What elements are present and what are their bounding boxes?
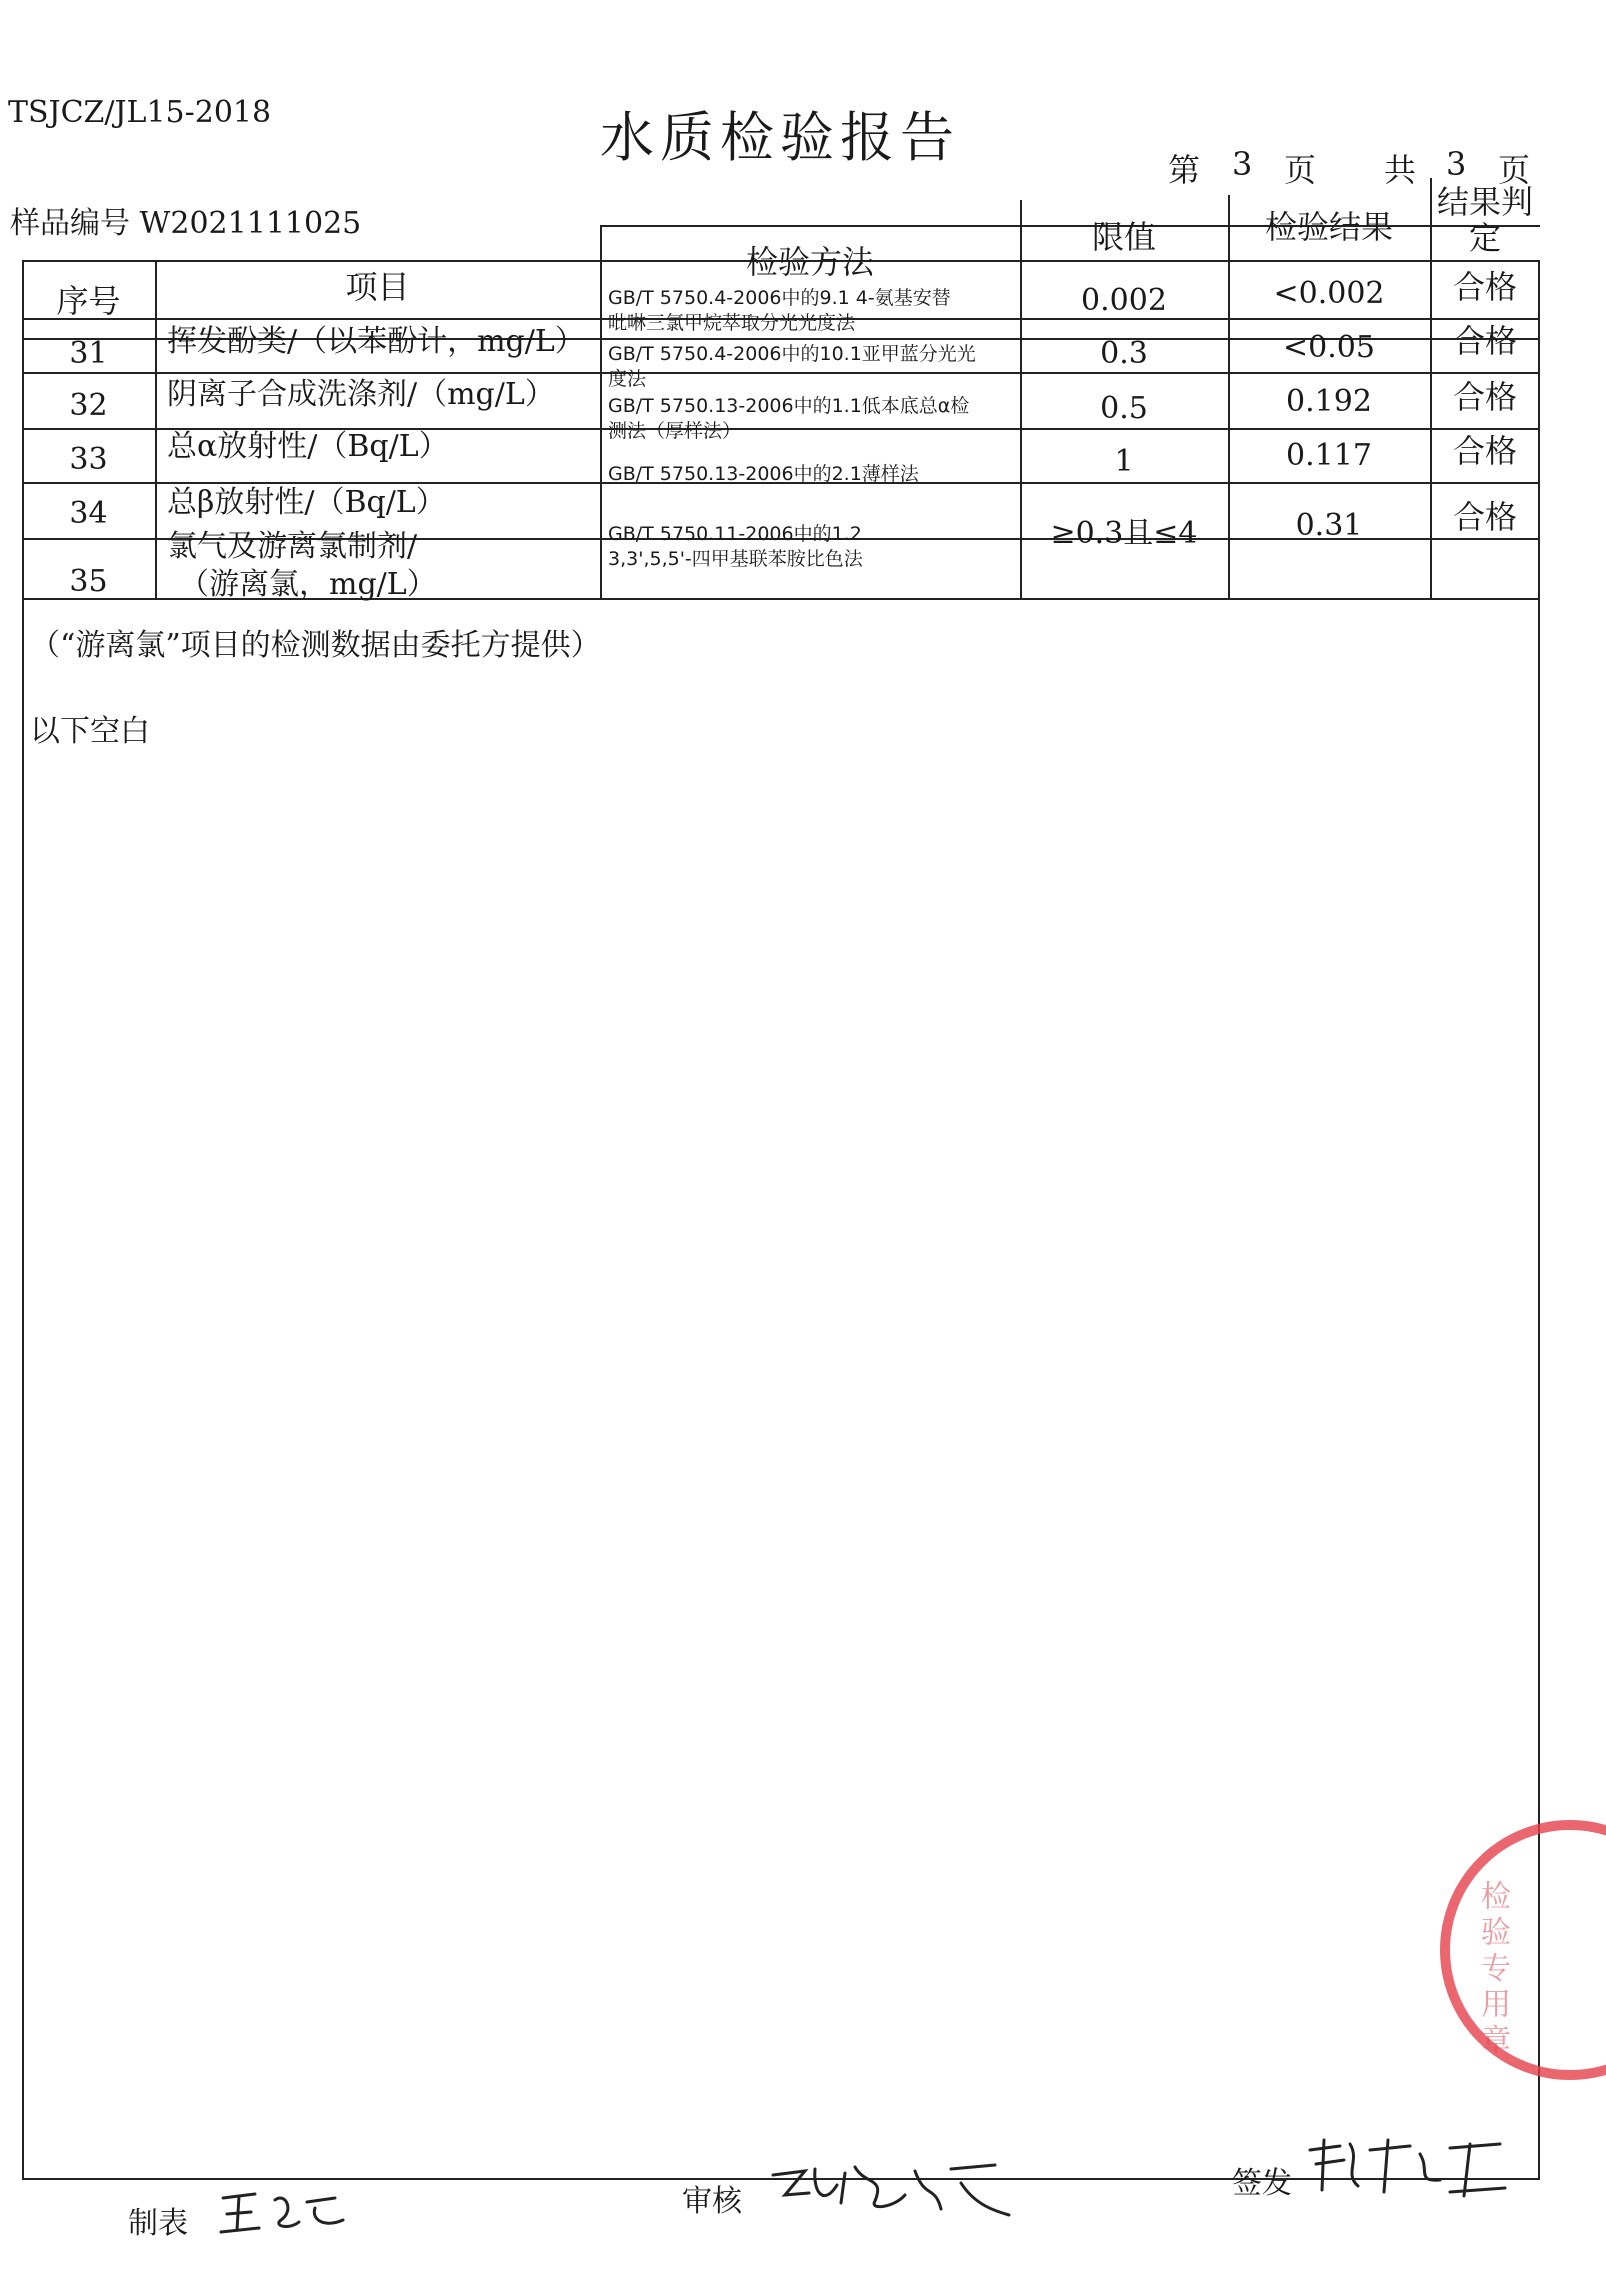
reviewer-signature <box>765 2155 1015 2225</box>
cell-method-line1: GB/T 5750.4-2006中的10.1亚甲蓝分光光 <box>608 343 976 365</box>
page-total: 3 <box>1446 145 1467 183</box>
document-code: TSJCZ/JL15-2018 <box>8 95 272 130</box>
cell-method-line2: 测法（厚样法） <box>608 420 742 442</box>
page-label-gong: 共 <box>1384 151 1417 189</box>
cell-method-line2: 3,3',5,5'-四甲基联苯胺比色法 <box>608 548 863 570</box>
cell-limit: 0.3 <box>1100 335 1148 371</box>
cell-limit: 0.002 <box>1081 282 1167 318</box>
cell-method <box>600 394 1028 444</box>
cell-method-line1: GB/T 5750.13-2006中的2.1薄样法 <box>608 463 919 485</box>
prepared-signature <box>215 2180 355 2240</box>
cell-item <box>155 528 612 604</box>
cell-result: 0.31 <box>1295 507 1363 543</box>
prepared-by-label: 制表 <box>128 2206 188 2241</box>
header-no: 序号 <box>56 282 121 320</box>
cell-verdict: 合格 <box>1452 322 1517 360</box>
cell-method-line1: GB/T 5750.13-2006中的1.1低本底总α检 <box>608 395 970 417</box>
page-current: 3 <box>1232 145 1253 183</box>
cell-method <box>600 522 1028 572</box>
cell-method <box>600 286 1028 336</box>
reviewed-by-label: 审核 <box>682 2184 742 2219</box>
cell-verdict: 合格 <box>1452 268 1517 306</box>
sample-number <box>10 198 361 242</box>
blank-below-note: 以下空白 <box>30 714 150 749</box>
cell-result: <0.05 <box>1283 329 1375 365</box>
header-verdict-line1: 结果判 <box>1436 183 1533 221</box>
cell-verdict: 合格 <box>1452 498 1517 536</box>
free-chlorine-note: （“游离氯”项目的检测数据由委托方提供） <box>30 628 601 663</box>
cell-method <box>600 342 1028 392</box>
cell-item: 总α放射性/（Bq/L） <box>167 429 449 464</box>
page-label-ye: 页 <box>1284 151 1317 189</box>
header-verdict-line2: 定 <box>1468 219 1501 257</box>
cell-item-line2: （游离氯，mg/L） <box>179 567 437 602</box>
cell-item: 总β放射性/（Bq/L） <box>167 485 446 520</box>
sample-value: W2021111025 <box>139 206 362 241</box>
header-verdict <box>1430 175 1540 265</box>
cell-verdict: 合格 <box>1452 378 1517 416</box>
sample-label: 样品编号 <box>10 206 130 241</box>
cell-no: 32 <box>69 387 108 423</box>
issued-by-label: 签发 <box>1232 2166 1292 2201</box>
cell-method <box>600 462 1028 487</box>
cell-no: 35 <box>69 563 108 599</box>
header-method: 检验方法 <box>745 243 874 281</box>
issuer-signature <box>1300 2130 1510 2210</box>
cell-item-line1: 氯气及游离氯制剂/ <box>167 529 418 564</box>
cell-item: 阴离子合成洗涤剂/（mg/L） <box>167 377 555 412</box>
cell-limit: 1 <box>1114 443 1134 479</box>
cell-no: 33 <box>69 441 108 477</box>
cell-limit: ≥0.3且≤4 <box>1050 516 1198 551</box>
cell-item: 挥发酚类/（以苯酚计，mg/L） <box>167 324 585 359</box>
cell-limit: 0.5 <box>1100 390 1148 426</box>
cell-method-line1: GB/T 5750.4-2006中的9.1 4-氨基安替 <box>608 287 951 309</box>
header-item: 项目 <box>345 268 410 306</box>
header-result: 检验结果 <box>1264 208 1393 246</box>
cell-no: 31 <box>69 335 108 371</box>
cell-method-line2: 度法 <box>608 368 647 390</box>
cell-method-line2: 吡啉三氯甲烷萃取分光光度法 <box>608 312 856 334</box>
cell-method-line1: GB/T 5750.11-2006中的1.2 <box>608 523 862 545</box>
cell-result: 0.192 <box>1286 383 1372 419</box>
cell-result: 0.117 <box>1286 437 1372 473</box>
page-label-ye2: 页 <box>1498 151 1531 189</box>
cell-no: 34 <box>69 495 108 531</box>
report-title: 水质检验报告 <box>600 106 960 169</box>
cell-verdict: 合格 <box>1452 432 1517 470</box>
cell-result: <0.002 <box>1273 275 1385 311</box>
stamp-text: 检验专用章 <box>1475 1880 1510 2060</box>
header-limit: 限值 <box>1091 218 1156 256</box>
page-label-di: 第 <box>1168 151 1201 189</box>
